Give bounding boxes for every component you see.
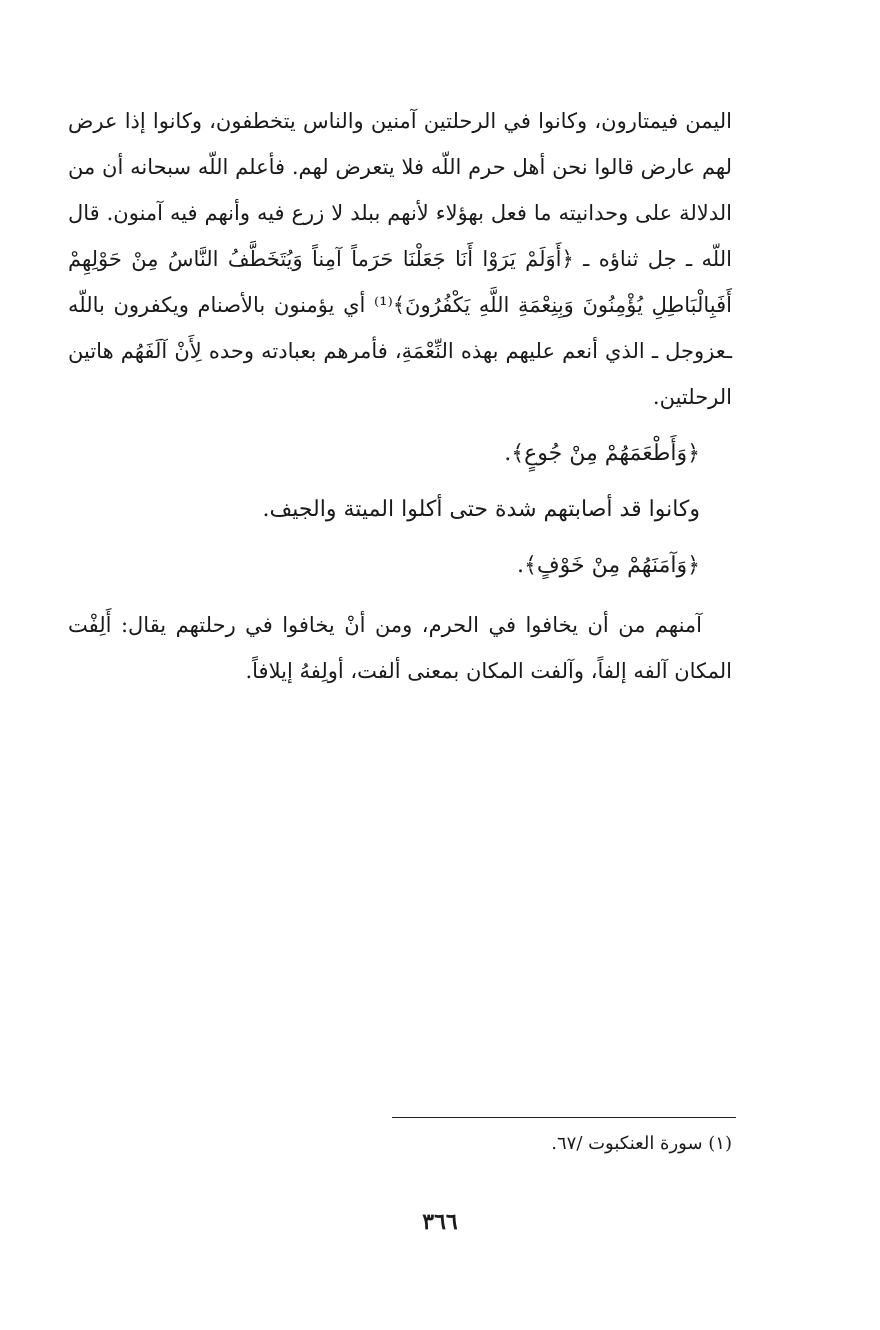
body-line-2: وكانوا قد أصابتهم شدة حتى أكلوا الميتة والجيف. [262, 497, 700, 522]
body-paragraph-1: اليمن فيمتارون، وكانوا في الرحلتين آمنين والناس يتخطفون، وكانوا إذا عرض لهم عارض قالوا نحن أهل حرم اللّه فلا يتعرض لهم. فأعلم اللّه سبحانه أن من الدلالة على وحدانيته ما فعل بهؤلاء لأنهم ببلد لا زرع فيه وأنهم فيه آمنون. قال اللّه ـ جل ثناؤه ـ ﴿أَوَلَمْ يَرَوْا أَنَا جَعَلْنَا حَرَماً آمِناً وَيُتَخَطَّفُ النَّاسُ مِنْ حَوْلِهِمْ أَفَبِالْبَاطِلِ يُؤْمِنُونَ وَبِنِعْمَةِ اللَّهِ يَكْفُرُونَ﴾⁽¹⁾ أي يؤمنون بالأصنام ويكفرون باللّه ـعزوجل ـ الذي أنعم عليهم بهذه النِّعْمَةِ، فأمرهم بعبادته وحده لِأَنْ آلَفَهُم هاتين الرحلتين. [68, 109, 732, 409]
page-number: ٣٦٦ [422, 1209, 458, 1235]
body-paragraph-3: آمنهم من أن يخافوا في الحرم، ومن أنْ يخافوا في رحلتهم يقال: أَلِفْت المكان آلفه إلفاً، وآلفت المكان بمعنى ألفت، أولِفهُ إيلافاً. [68, 613, 732, 683]
footnote-separator [392, 1117, 736, 1118]
quran-verse-1: ﴿وَأَطْعَمَهُمْ مِنْ جُوعٍ﴾. [504, 441, 700, 466]
footnote: (١) سورة العنكبوت /٦٧. [551, 1133, 732, 1154]
quran-verse-2: ﴿وَآمَنَهُمْ مِنْ خَوْفٍ﴾. [516, 553, 700, 578]
